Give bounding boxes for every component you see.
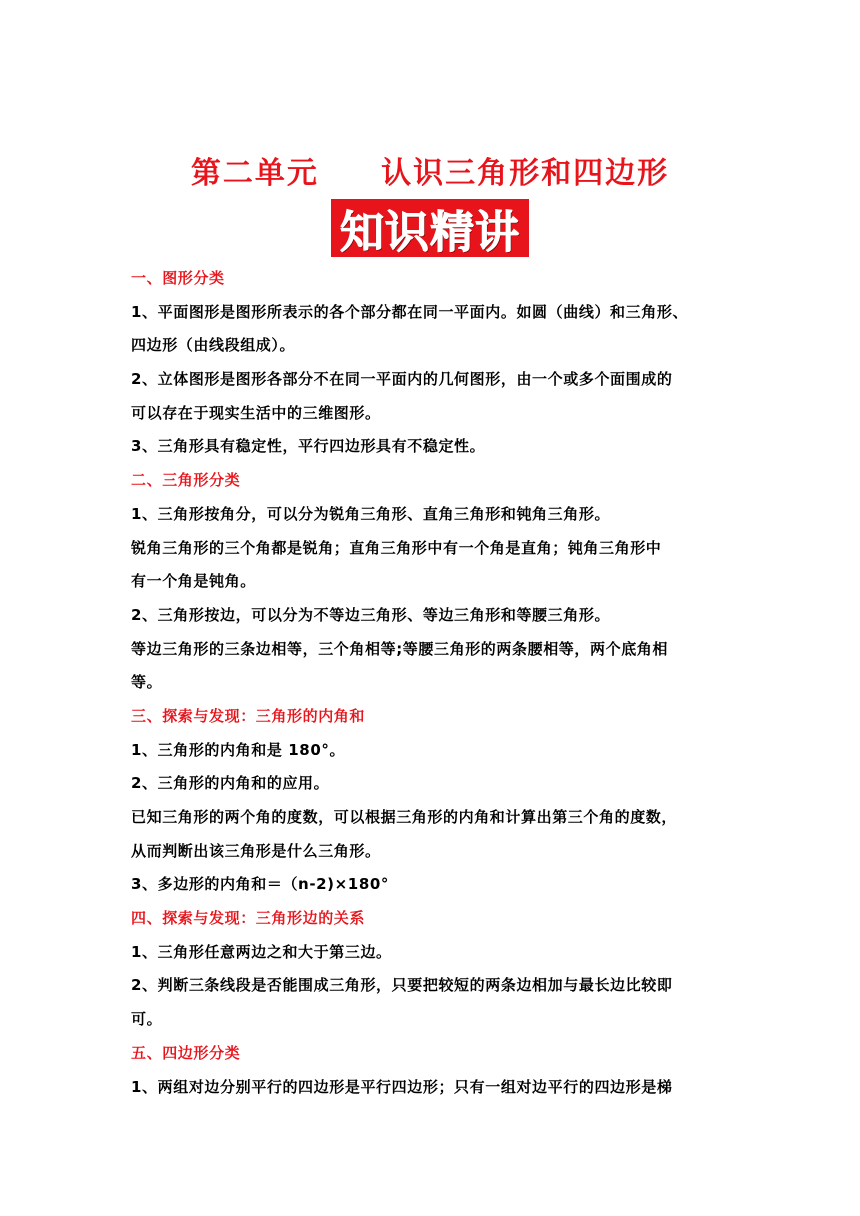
body-text-line: 1、平面图形是图形所表示的各个部分都在同一平面内。如圆（曲线）和三角形、 bbox=[131, 302, 689, 321]
section-heading: 三、探索与发现：三角形的内角和 bbox=[131, 706, 366, 725]
page-title: 第二单元 认识三角形和四边形 bbox=[190, 156, 670, 191]
body-text-line: 已知三角形的两个角的度数，可以根据三角形的内角和计算出第三个角的度数， bbox=[131, 808, 678, 826]
section-heading: 一、图形分类 bbox=[131, 269, 225, 287]
section-heading: 五、四边形分类 bbox=[131, 1043, 241, 1062]
body-text-line: 2、三角形的内角和的应用。 bbox=[131, 774, 330, 793]
body-text-line: 1、两组对边分别平行的四边形是平行四边形；只有一组对边平行的四边形是梯 bbox=[131, 1077, 673, 1096]
document-body bbox=[131, 262, 731, 1104]
body-text-line: 2、判断三条线段是否能围成三角形，只要把较短的两条边相加与最长边比较即 bbox=[131, 976, 673, 995]
body-text-line: 1、三角形按角分，可以分为锐角三角形、直角三角形和钝角三角形。 bbox=[131, 504, 611, 523]
body-text-line: 1、三角形任意两边之和大于第三边。 bbox=[131, 942, 392, 961]
body-text-line: 从而判断出该三角形是什么三角形。 bbox=[131, 841, 381, 860]
body-text-line: 3、三角形具有稳定性，平行四边形具有不稳定性。 bbox=[131, 437, 486, 456]
body-text-line: 3、多边形的内角和＝（n-2)×180° bbox=[131, 875, 390, 894]
body-text-line: 四边形（由线段组成）。 bbox=[131, 336, 296, 355]
section-heading: 四、探索与发现：三角形边的关系 bbox=[131, 909, 366, 928]
body-text-line: 1、三角形的内角和是 180°。 bbox=[131, 740, 346, 759]
body-text-line: 等边三角形的三条边相等，三个角相等;等腰三角形的两条腰相等，两个底角相 bbox=[131, 639, 669, 658]
body-text-line: 2、立体图形是图形各部分不在同一平面内的几何图形，由一个或多个面围成的 bbox=[131, 370, 673, 389]
body-text-line: 等。 bbox=[131, 673, 163, 692]
body-text-line: 2、三角形按边，可以分为不等边三角形、等边三角形和等腰三角形。 bbox=[131, 605, 611, 624]
body-text-line: 有一个角是钝角。 bbox=[131, 572, 256, 591]
badge-label: 知识精讲 bbox=[340, 207, 520, 258]
body-text-line: 可。 bbox=[131, 1010, 163, 1029]
body-text-line: 锐角三角形的三个角都是锐角；直角三角形中有一个角是直角；钝角三角形中 bbox=[131, 538, 662, 557]
section-heading: 二、三角形分类 bbox=[131, 471, 241, 490]
knowledge-badge bbox=[331, 199, 529, 257]
body-text-line: 可以存在于现实生活中的三维图形。 bbox=[131, 403, 381, 422]
